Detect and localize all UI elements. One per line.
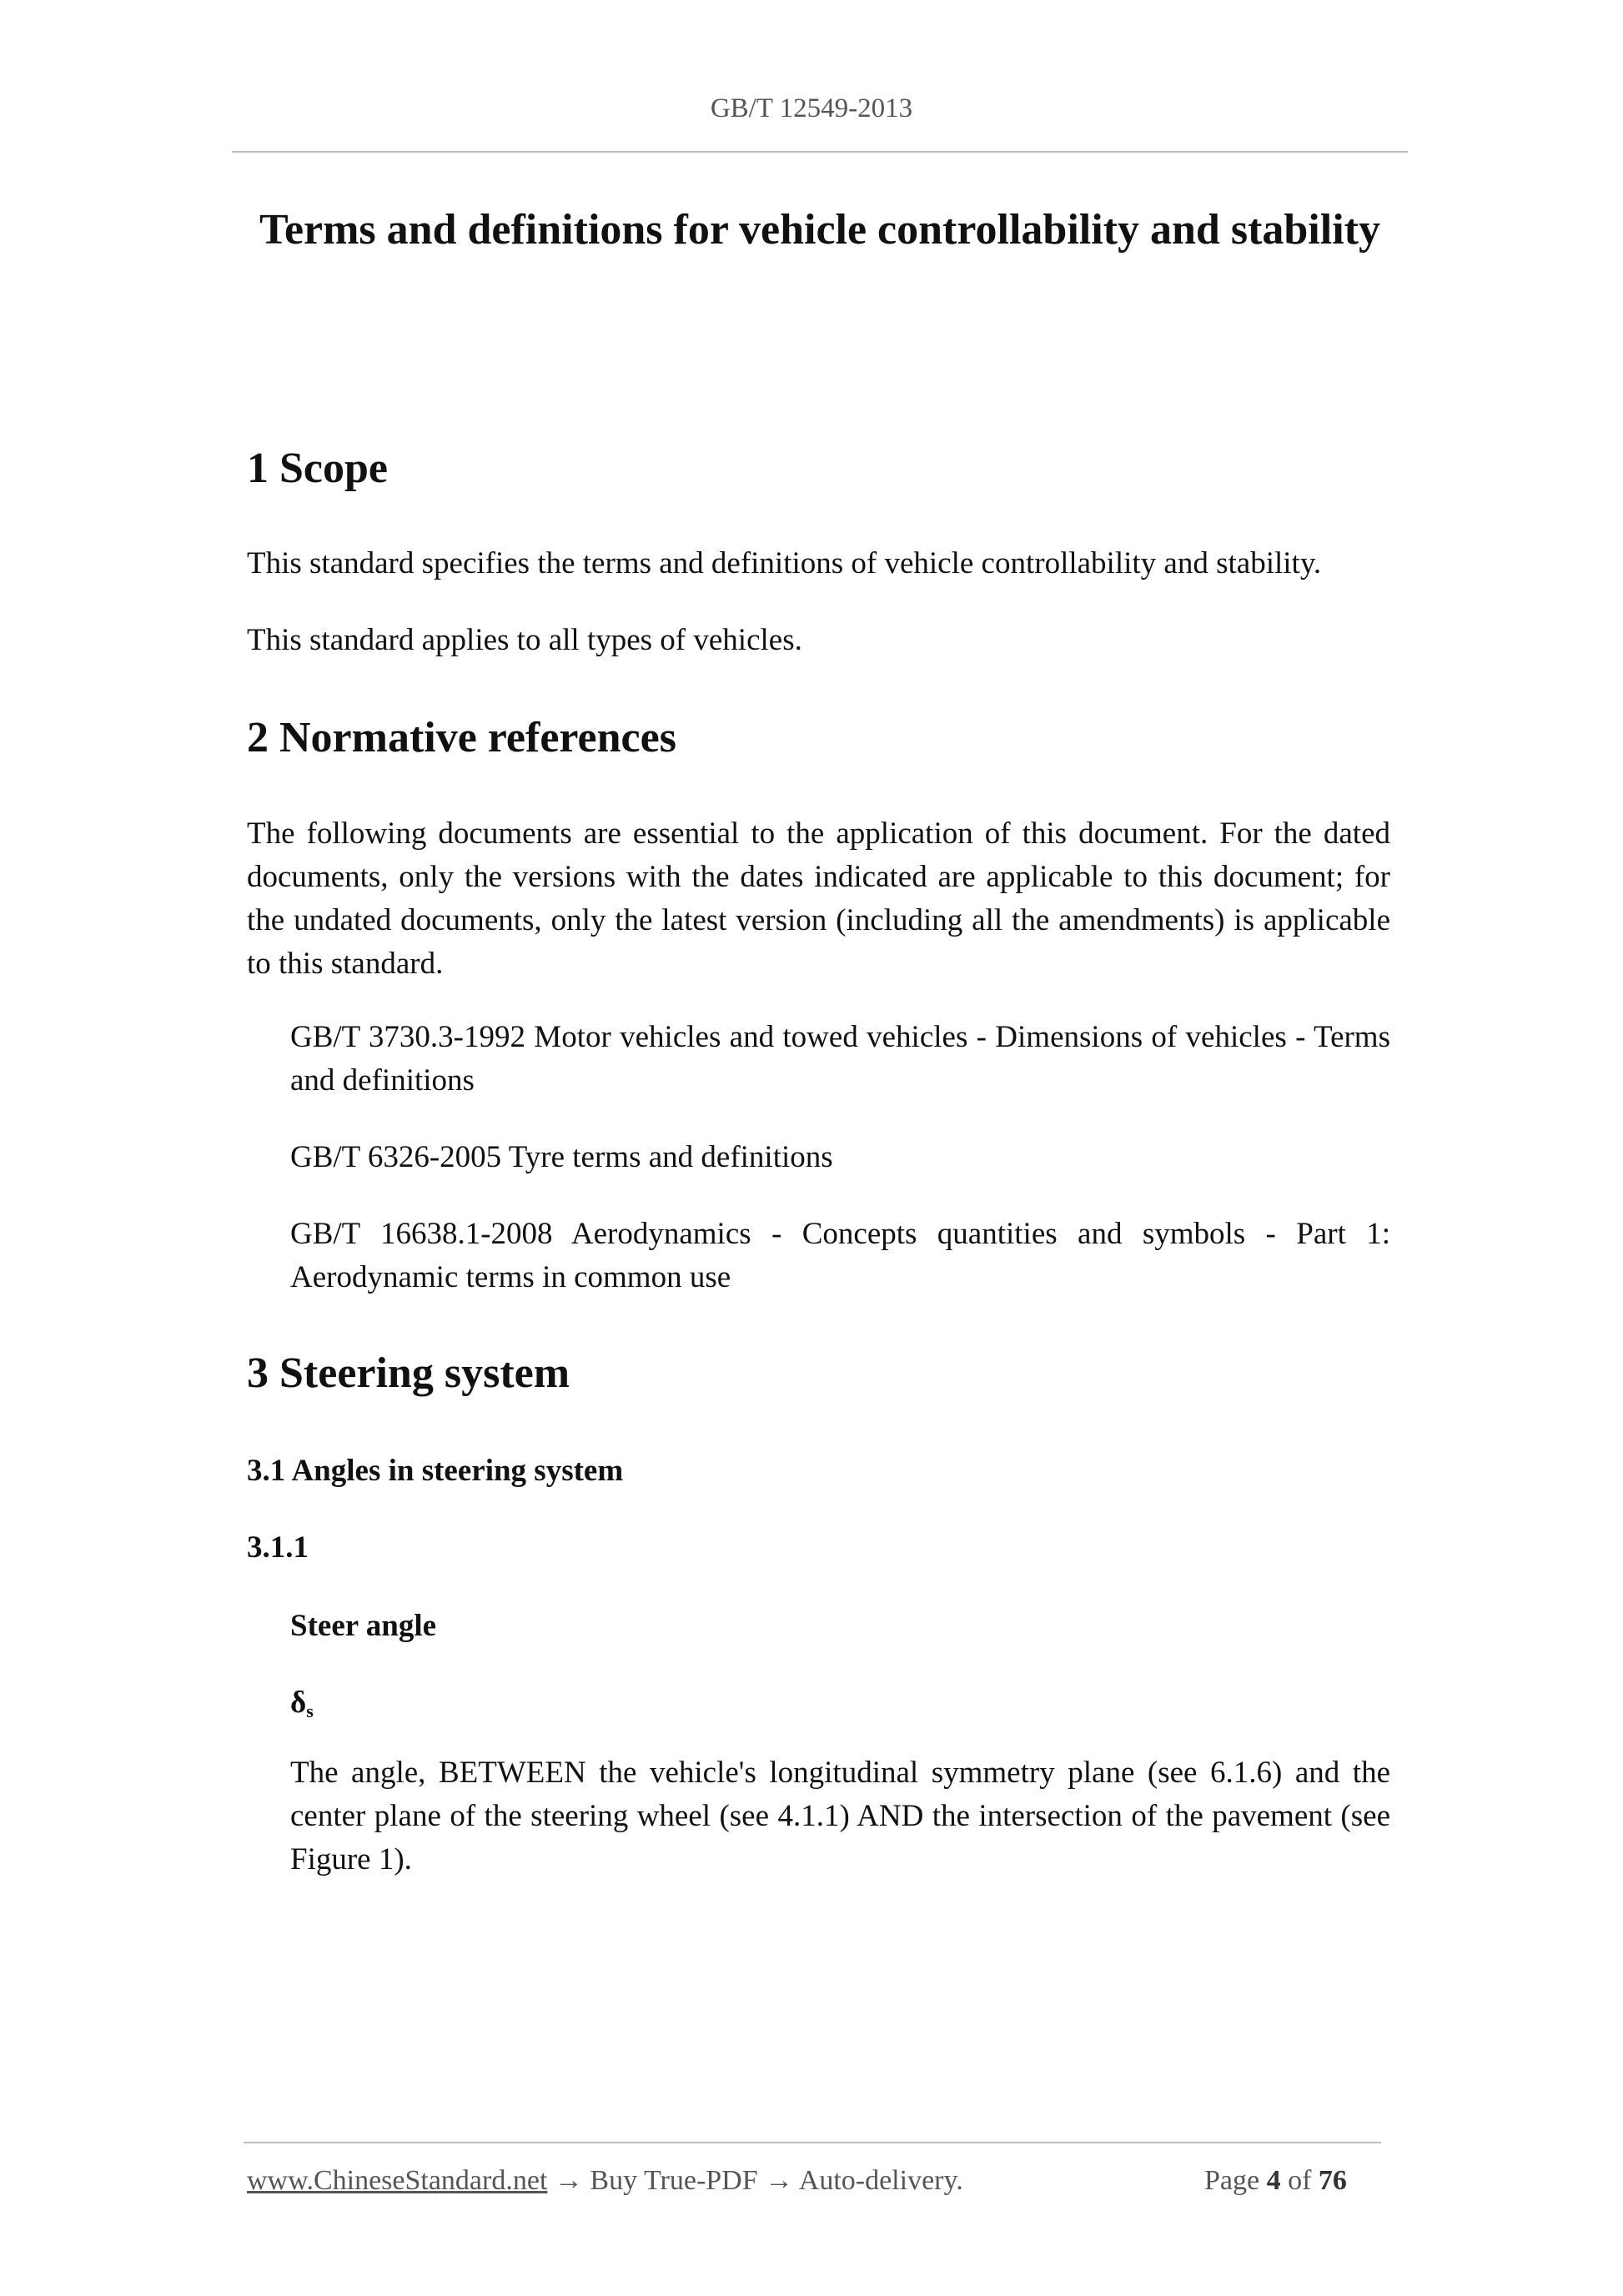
page-total: 76 <box>1318 2165 1347 2196</box>
scope-paragraph-1: This standard specifies the terms and definitions of vehicle controllability and stability. <box>247 546 1322 580</box>
footer-divider <box>244 2142 1381 2143</box>
term-symbol <box>290 1681 1390 1733</box>
symbol-base: δ <box>290 1686 307 1720</box>
site-link[interactable]: www.ChineseStandard.net <box>247 2165 548 2196</box>
page-current: 4 <box>1266 2165 1281 2196</box>
buy-true-pdf-text: Buy True-PDF <box>590 2165 758 2196</box>
subsection-heading-angles: 3.1 Angles in steering system <box>247 1454 624 1488</box>
section-heading-scope: 1 Scope <box>247 445 388 492</box>
page-indicator <box>1204 2165 1347 2197</box>
normative-intro-paragraph: The following documents are essential to the application of this document. For the dated documents, only the versions with the dates indicated are applicable to this document; for the undated documents, only the latest version (including all the amendments) is applicable to this standard. <box>247 816 1390 981</box>
reference-item: GB/T 3730.3-1992 Motor vehicles and towed vehicles - Dimensions of vehicles - Terms and definitions <box>290 1020 1390 1098</box>
reference-item: GB/T 16638.1-2008 Aerodynamics - Concepts quantities and symbols - Part 1: Aerodynamic terms in common use <box>290 1217 1390 1294</box>
reference-item: GB/T 6326-2005 Tyre terms and definitions <box>290 1140 833 1174</box>
header-divider <box>232 151 1408 153</box>
auto-delivery-text: Auto-delivery. <box>798 2165 963 2196</box>
section-heading-normative-references: 2 Normative references <box>247 714 676 761</box>
arrow-icon: → <box>765 2165 794 2196</box>
scope-paragraph-2: This standard applies to all types of vehicles. <box>247 623 802 657</box>
section-heading-steering-system: 3 Steering system <box>247 1349 570 1397</box>
document-title: Terms and definitions for vehicle controllability and stability <box>259 206 1380 254</box>
page-label: Page <box>1204 2165 1260 2196</box>
term-name: Steer angle <box>290 1609 437 1643</box>
term-definition: The angle, BETWEEN the vehicle's longitudinal symmetry plane (see 6.1.6) and the center plane of the steering wheel (see 4.1.1) AND the intersection of the pavement (see Figure 1). <box>290 1756 1390 1876</box>
clause-number: 3.1.1 <box>247 1530 309 1565</box>
arrow-icon: → <box>554 2165 583 2196</box>
running-header: GB/T 12549-2013 <box>710 93 913 123</box>
page-of-label: of <box>1288 2165 1312 2196</box>
footer-left <box>247 2165 963 2197</box>
symbol-subscript: s <box>306 1701 314 1721</box>
